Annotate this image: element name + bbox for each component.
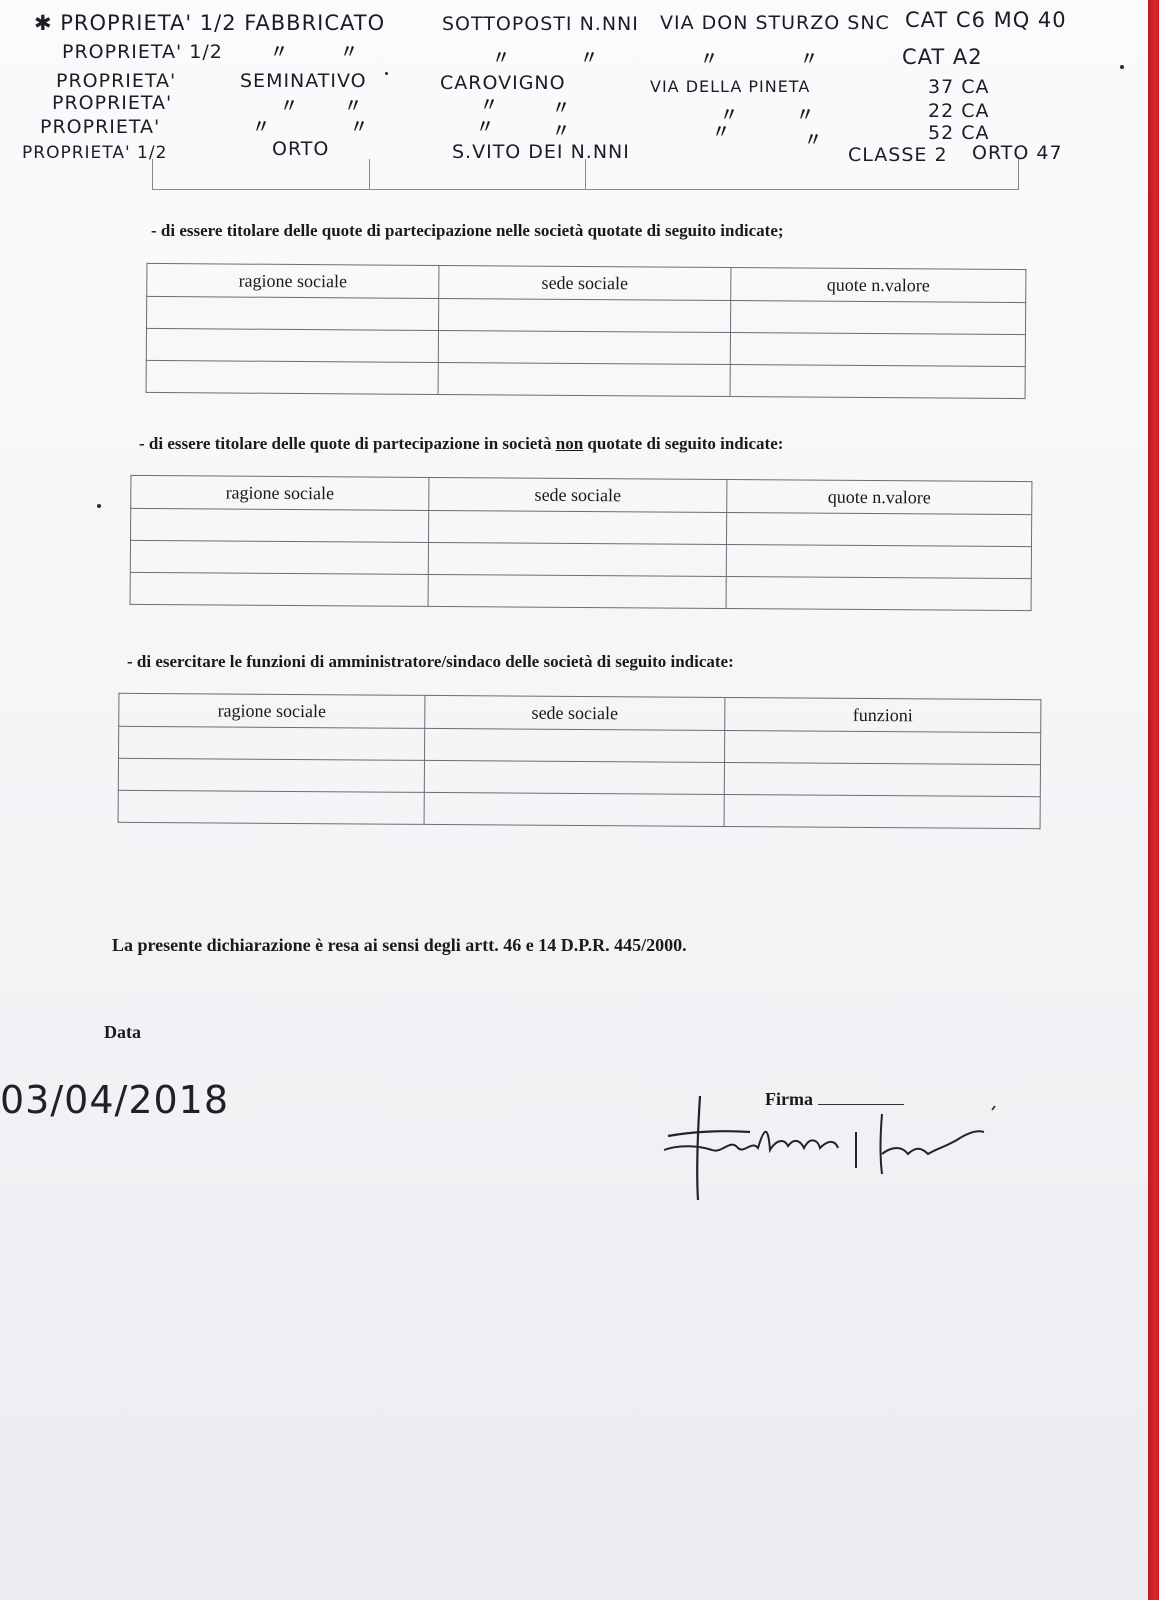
- legal-declaration: La presente dichiarazione è resa ai sensi degli artt. 46 e 14 D.P.R. 445/2000.: [112, 935, 687, 955]
- table-cell: [424, 760, 724, 794]
- column-header: ragione sociale: [119, 693, 425, 728]
- handwritten-row2-property: PROPRIETA' 1/2: [62, 41, 223, 63]
- table-cell: [726, 577, 1031, 611]
- table-cell: [724, 763, 1040, 797]
- ditto-mark: 〃: [552, 121, 570, 142]
- column-header: sede sociale: [429, 477, 727, 512]
- table-cell: [118, 790, 424, 824]
- table-cell: [425, 728, 725, 762]
- section2-heading-end: quotate di seguito indicate:: [583, 434, 784, 453]
- table-cell: [428, 574, 726, 608]
- red-background-edge: [1148, 0, 1159, 1600]
- column-header: ragione sociale: [147, 263, 439, 298]
- handwritten-row6-town: S.VITO DEI N.NNI: [452, 141, 630, 163]
- handwritten-row6-property: PROPRIETA' 1/2: [22, 143, 168, 163]
- table-row: [118, 790, 1040, 828]
- table-cell: [429, 510, 727, 544]
- ditto-mark: 〃: [712, 122, 730, 143]
- section3-heading: - di esercitare le funzioni di amministratore/sindaco delle società di seguito indicate:: [127, 652, 734, 671]
- handwritten-row4-property: PROPRIETA': [52, 92, 173, 114]
- handwritten-row5-area: 52 CA: [928, 122, 990, 144]
- handwritten-row1-description: SOTTOPOSTI N.NNI: [442, 13, 639, 35]
- date-label: Data: [104, 1022, 141, 1042]
- section2-heading-start: - di essere titolare delle quote di partecipazione in società: [139, 434, 556, 453]
- pen-dot: [1120, 65, 1124, 69]
- pen-dot: [385, 72, 388, 75]
- director-roles-table: [118, 693, 1042, 829]
- handwritten-row2-category: CAT A2: [902, 45, 983, 69]
- handwritten-row3-property: PROPRIETA': [56, 70, 177, 92]
- quoted-companies-table: [146, 263, 1027, 399]
- handwritten-date: 03/04/2018: [0, 1078, 230, 1122]
- table-cell: [439, 298, 731, 332]
- ditto-mark: 〃: [580, 48, 598, 69]
- section1-heading: - di essere titolare delle quote di partecipazione nelle società quotate di seguito indicate;: [151, 221, 784, 240]
- handwritten-row6-description: ORTO: [272, 138, 330, 160]
- table-cell: [146, 328, 438, 362]
- pen-dot: [97, 504, 101, 508]
- table-cell: [724, 731, 1040, 765]
- ditto-mark: 〃: [344, 96, 362, 117]
- table-cell: [726, 545, 1031, 579]
- ditto-mark: 〃: [480, 95, 498, 116]
- handwritten-row4-area: 22 CA: [928, 100, 990, 122]
- column-header: quote n.valore: [731, 268, 1026, 303]
- ditto-mark: 〃: [270, 42, 288, 63]
- table-cell: [438, 330, 730, 364]
- table-cell: [146, 360, 438, 394]
- ditto-mark: 〃: [492, 48, 510, 69]
- table-cell: [730, 333, 1025, 367]
- signature-label: Firma: [765, 1089, 813, 1109]
- ditto-mark: 〃: [476, 117, 494, 138]
- table-cell: [438, 362, 730, 396]
- table-cell: [424, 792, 724, 826]
- ditto-mark: 〃: [720, 105, 738, 126]
- table-cell: [130, 540, 428, 574]
- handwritten-signature: [660, 1088, 1020, 1208]
- table-cell: [118, 758, 424, 792]
- section2-heading: [139, 434, 783, 454]
- handwritten-row6-area: ORTO 47: [972, 142, 1063, 164]
- ditto-mark: 〃: [350, 117, 368, 138]
- previous-table-bottom-row: [152, 159, 1019, 190]
- ditto-mark: 〃: [796, 105, 814, 126]
- ditto-mark: 〃: [252, 117, 270, 138]
- table-row: [130, 572, 1031, 610]
- table-cell: [730, 301, 1025, 335]
- table-cell: [119, 726, 425, 760]
- table-cell: [147, 296, 439, 330]
- ditto-mark: 〃: [340, 42, 358, 63]
- table-cell: [131, 508, 429, 542]
- column-header: funzioni: [725, 698, 1041, 733]
- column-header: sede sociale: [425, 695, 725, 730]
- ditto-mark: 〃: [280, 96, 298, 117]
- handwritten-row5-property: PROPRIETA': [40, 116, 161, 138]
- table-cell: [730, 365, 1025, 399]
- handwritten-row3-town: CAROVIGNO: [440, 72, 566, 94]
- ditto-mark: 〃: [552, 98, 570, 119]
- table-cell: [724, 795, 1040, 829]
- unquoted-companies-table: [130, 475, 1033, 611]
- handwritten-row1-category: CAT C6 MQ 40: [905, 8, 1067, 32]
- handwritten-row1-address: VIA DON STURZO SNC: [660, 12, 890, 34]
- handwritten-row3-description: SEMINATIVO: [240, 70, 367, 92]
- column-header: quote n.valore: [727, 480, 1032, 515]
- section2-heading-underlined: non: [555, 434, 584, 453]
- table-cell: [726, 513, 1031, 547]
- table-cell: [130, 572, 428, 606]
- table-row: [146, 360, 1025, 398]
- ditto-mark: 〃: [800, 49, 818, 70]
- handwritten-row6-class: CLASSE 2: [848, 144, 948, 166]
- handwritten-row3-area: 37 CA: [928, 76, 990, 98]
- handwritten-row3-address: VIA DELLA PINETA: [650, 77, 811, 96]
- ditto-mark: 〃: [804, 130, 822, 151]
- ditto-mark: 〃: [700, 49, 718, 70]
- column-header: ragione sociale: [131, 475, 429, 510]
- table-cell: [428, 542, 726, 576]
- column-header: sede sociale: [439, 265, 731, 300]
- handwritten-row1-property: ✱ PROPRIETA' 1/2 FABBRICATO: [34, 11, 386, 35]
